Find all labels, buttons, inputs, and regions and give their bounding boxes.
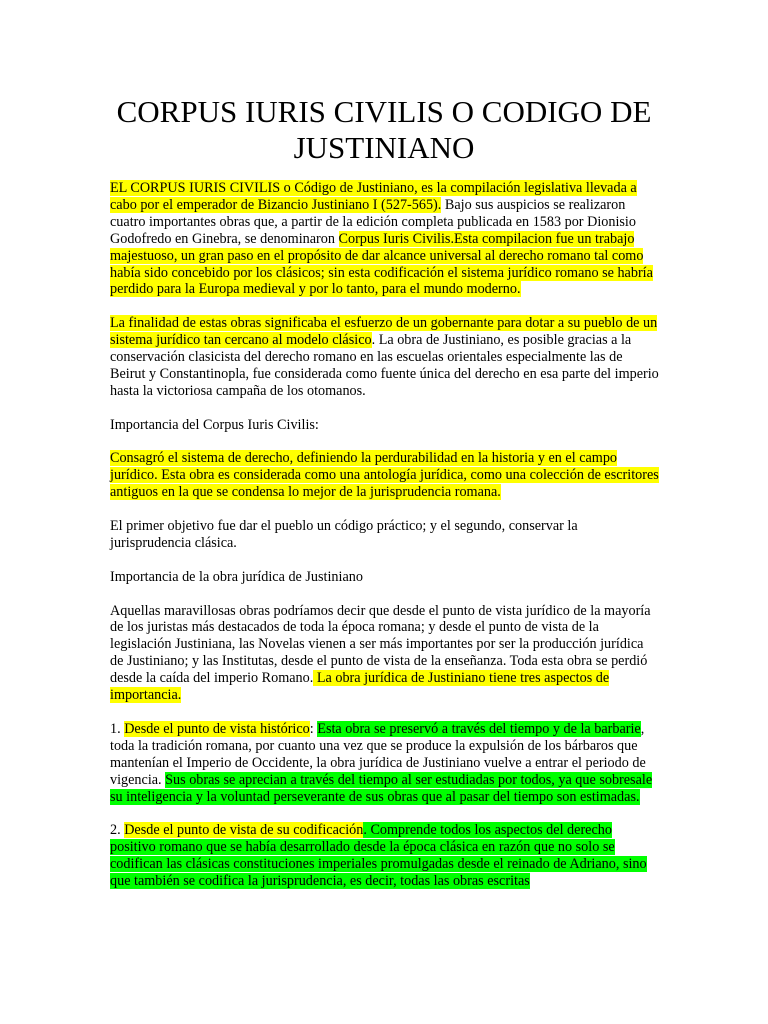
green-highlighted-text: Sus obras se aprecian a través del tiempo al ser estudiadas por todos, ya que sobresale su inteligencia y la voluntad perseverante de sus obras que al pasar del tiempo son estimadas.	[110, 771, 653, 805]
plain-text: :	[309, 720, 318, 737]
highlighted-text: Desde el punto de vista de su codificación	[124, 822, 364, 839]
section-heading-obra: Importancia de la obra jurídica de Justiniano	[110, 568, 363, 585]
highlighted-text: La obra jurídica de Justiniano tiene tres aspectos de importancia.	[110, 670, 610, 704]
list-number: 2.	[110, 822, 125, 839]
paragraph-obras	[110, 603, 660, 704]
paragraph-consagro	[110, 450, 660, 501]
plain-text: Bajo sus auspicios se realizaron cuatro importantes obras que, a partir de la edición completa publicada en 1583 por Dionisio Godofredo en Ginebra, se denominaron	[110, 196, 636, 247]
highlighted-text: La finalidad de estas obras significaba el esfuerzo de un gobernante para dotar a su pueblo de un sistema jurídico tan cercano al modelo clásico	[110, 315, 658, 349]
highlighted-text: EL CORPUS IURIS CIVILIS o Código de Justiniano, es la compilación legislativa llevada a cabo por el emperador de Bizancio Justiniano I (527-565).	[110, 180, 637, 213]
highlighted-text: Consagró el sistema de derecho, definiendo la perdurabilidad en la historia y en el campo jurídico. Esta obra es considerada como una antología jurídica, como una colección de escritores antiguos en la que se condensa lo mejor de la jurisprudencia romana.	[110, 450, 659, 501]
document-body	[110, 180, 660, 907]
paragraph-punto-codificacion	[110, 822, 660, 890]
highlighted-text: Corpus Iuris Civilis.Esta compilacion fue un trabajo majestuoso, un gran paso en el propósito de dar alcance universal al derecho romano tal como había sido concebido por los clásicos; sin esta codificación el sistema jurídico romano se habría perdido para la Europa medieval y por lo tanto, para el mundo moderno.	[110, 230, 653, 298]
paragraph-purpose	[110, 315, 660, 400]
plain-text: , toda la tradición romana, por cuanto una vez que se produce la expulsión de los bárbaros que mantenían el Imperio de Occidente, la obra jurídica de Justiniano vuelve a entrar el periodo de vigencia.	[110, 720, 646, 788]
plain-text: . La obra de Justiniano, es posible gracias a la conservación clasicista del derecho romano en las escuelas orientales especialmente las de Beirut y Constantinopla, fue considerada como fuente única del derecho en esa parte del imperio hasta la victoriosa campaña de los otomanos.	[110, 332, 659, 399]
paragraph-objetivo: El primer objetivo fue dar el pueblo un código práctico; y el segundo, conservar la jurisprudencia clásica.	[110, 518, 578, 551]
plain-text: Aquellas maravillosas obras podríamos decir que desde el punto de vista jurídico de la mayoría de los juristas más destacados de toda la época romana; y desde el punto de vista de la legislación Justiniana, las Novelas vienen a ser más importantes por ser la producción jurídica de Justiniano; y las Institutas, desde el punto de vista de la enseñanza. Toda esta obra se perdió desde la caída del imperio Romano.	[110, 602, 651, 687]
section-heading-importance: Importancia del Corpus Iuris Civilis:	[110, 416, 319, 433]
paragraph-intro	[110, 180, 660, 298]
green-highlighted-text: . Comprende todos los aspectos del derecho positivo romano que se había desarrollado desde la época clásica en razón que no solo se codifican las clásicas constituciones imperiales promulgadas desde el reinado de Adriano, sino que también se codifica la jurisprudencia, es decir, todas las obras escritas	[110, 822, 647, 890]
paragraph-punto-historico	[110, 721, 660, 806]
green-highlighted-text: Esta obra se preservó a través del tiempo y de la barbarie	[317, 720, 641, 737]
highlighted-text: Desde el punto de vista histórico	[124, 720, 310, 737]
list-number: 1.	[110, 720, 125, 737]
document-title: CORPUS IURIS CIVILIS O CODIGO DE JUSTINIANO	[116, 94, 652, 165]
